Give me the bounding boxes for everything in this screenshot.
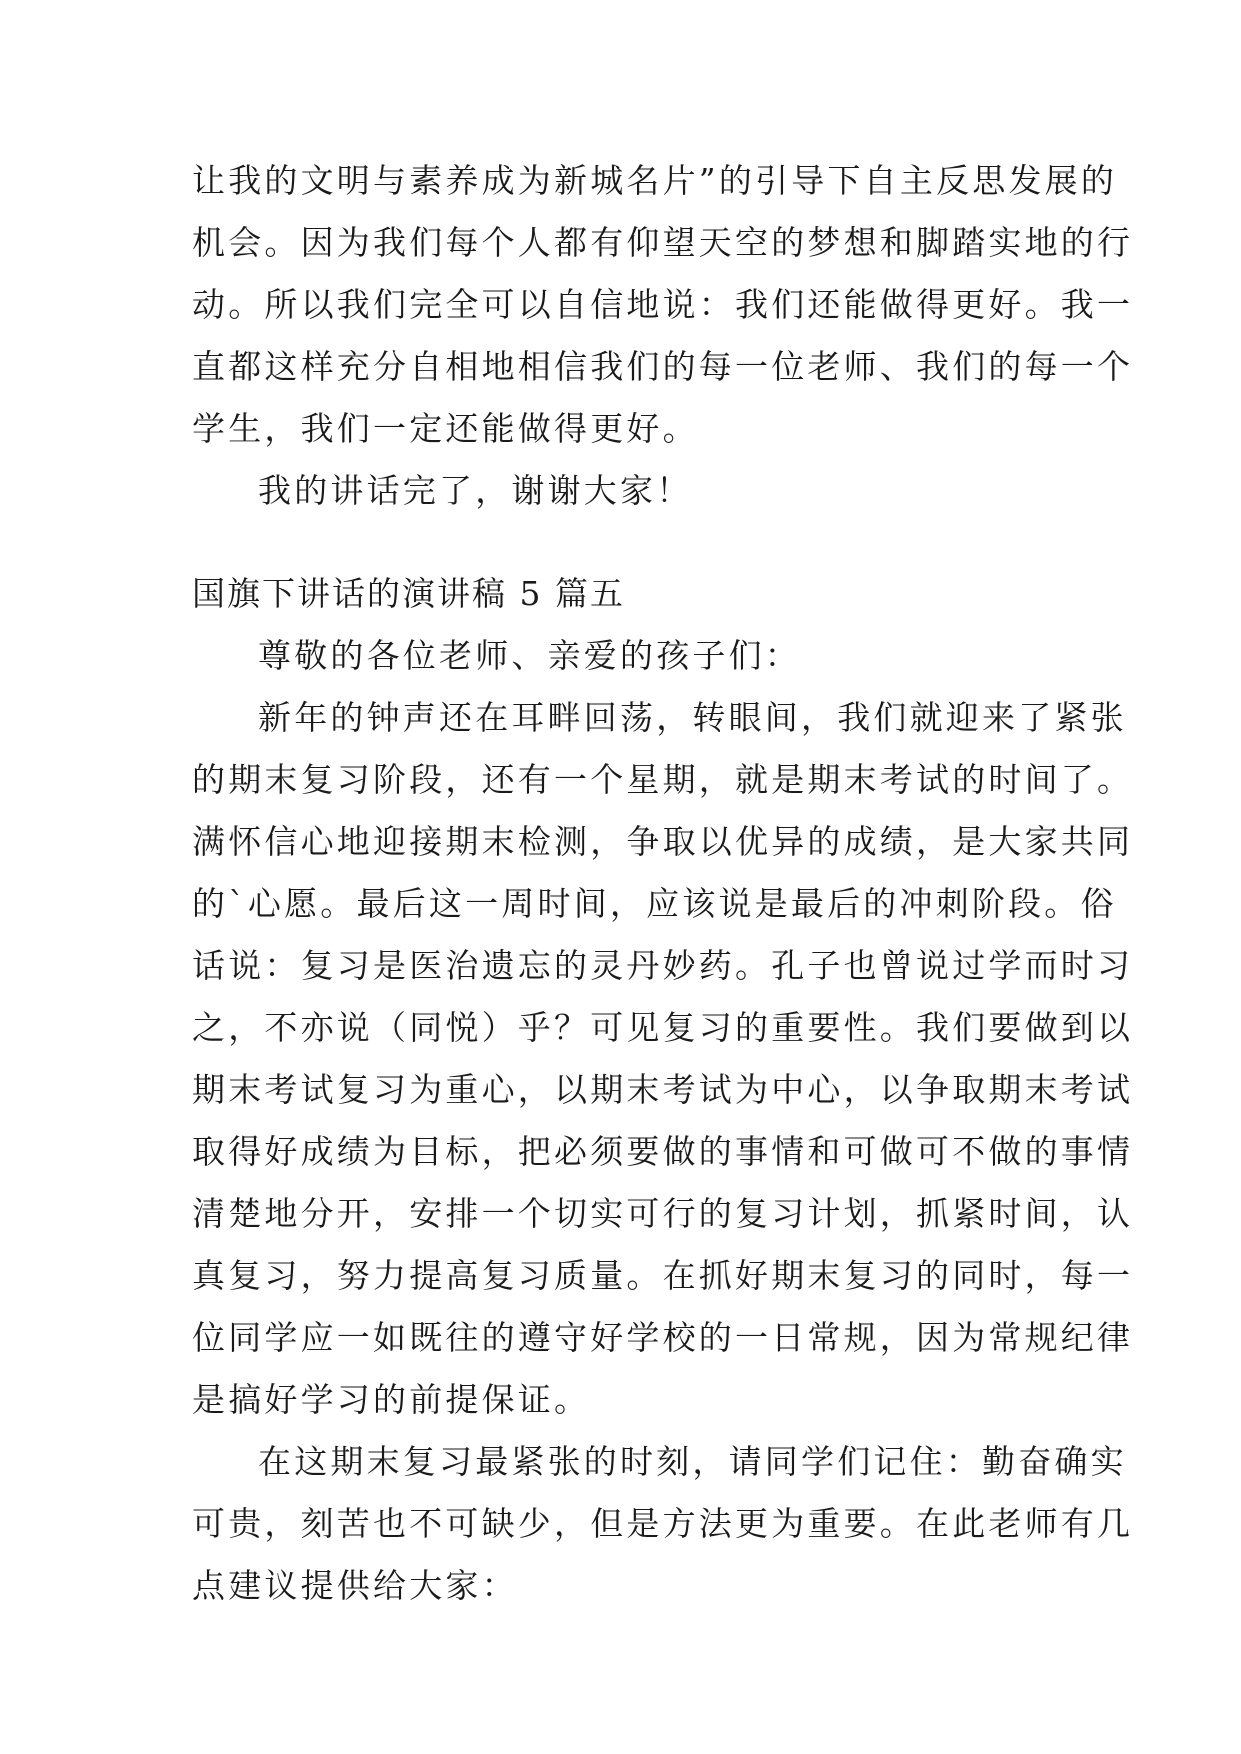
text-line: 学生，我们一定还能做得更好。 <box>192 409 699 448</box>
text-line: 是搞好学习的前提保证。 <box>192 1380 591 1419</box>
text-line: 满怀信心地迎接期末检测，争取以优异的成绩，是大家共同 <box>192 822 1134 861</box>
text-line: 机会。因为我们每个人都有仰望天空的梦想和脚踏实地的行 <box>192 223 1134 262</box>
greeting: 尊敬的各位老师、亲爱的孩子们： <box>258 636 801 675</box>
text-line: 清楚地分开，安排一个切实可行的复习计划，抓紧时间，认 <box>192 1194 1134 1233</box>
previous-section-ending <box>192 150 1134 522</box>
text-line: 可贵，刻苦也不可缺少，但是方法更为重要。在此老师有几 <box>192 1504 1134 1543</box>
text-line: 的期末复习阶段，还有一个星期，就是期末考试的时间了。 <box>192 760 1134 799</box>
text-line: 让我的文明与素养成为新城名片”的引导下自主反思发展的 <box>192 161 1118 200</box>
text-line: 动。所以我们完全可以自信地说：我们还能做得更好。我一 <box>192 285 1134 324</box>
text-line: 真复习，努力提高复习质量。在抓好期末复习的同时，每一 <box>192 1256 1134 1295</box>
text-line: 期末考试复习为重心，以期末考试为中心，以争取期末考试 <box>192 1070 1134 1109</box>
text-line: 点建议提供给大家： <box>192 1566 518 1605</box>
text-line: 位同学应一如既往的遵守好学校的一日常规，因为常规纪律 <box>192 1318 1134 1357</box>
text-line: 的`心愿。最后这一周时间，应该说是最后的冲刺阶段。俗 <box>192 884 1117 923</box>
closing-line: 我的讲话完了，谢谢大家！ <box>258 471 693 510</box>
text-line: 之，不亦说（同悦）乎？可见复习的重要性。我们要做到以 <box>192 1008 1134 1047</box>
text-line: 新年的钟声还在耳畔回荡，转眼间，我们就迎来了紧张 <box>258 698 1127 737</box>
section-five <box>192 563 1134 1617</box>
text-line: 取得好成绩为目标，把必须要做的事情和可做可不做的事情 <box>192 1132 1134 1171</box>
text-line: 直都这样充分自相地相信我们的每一位老师、我们的每一个 <box>192 347 1134 386</box>
text-line: 话说：复习是医治遗忘的灵丹妙药。孔子也曾说过学而时习 <box>192 946 1134 985</box>
section-title: 国旗下讲话的演讲稿 5 篇五 <box>192 574 625 613</box>
text-line: 在这期末复习最紧张的时刻，请同学们记住：勤奋确实 <box>258 1442 1127 1481</box>
